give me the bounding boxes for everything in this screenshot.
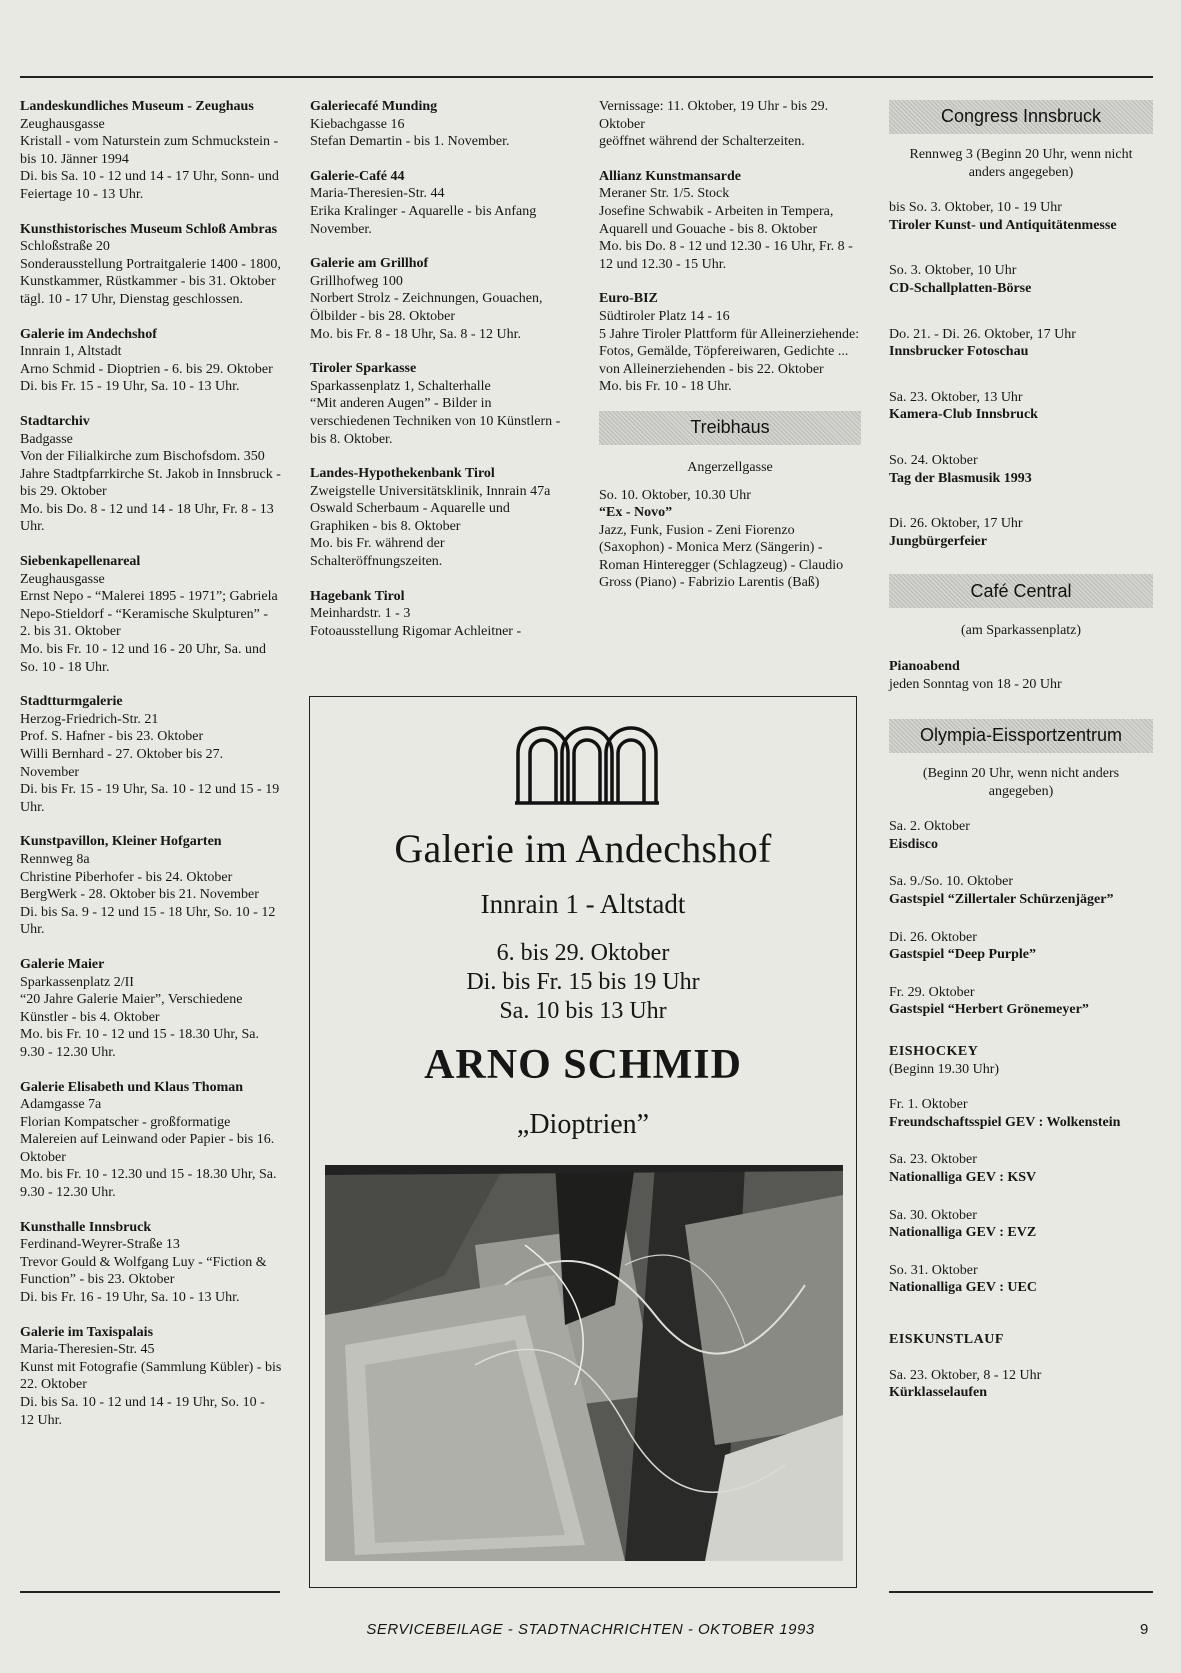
listing-line: Maria-Theresien-Str. 44 xyxy=(310,186,445,202)
listing-title: Hagebank Tirol xyxy=(310,588,405,604)
gallery-hours-weekday: Di. bis Fr. 15 bis 19 Uhr xyxy=(466,969,700,995)
listing-line: Di. bis Fr. 16 - 19 Uhr, Sa. 10 - 13 Uhr. xyxy=(20,1290,240,1306)
listing-entry xyxy=(20,326,282,396)
cafe-header: Café Central xyxy=(889,574,1153,608)
listing-line: Mo. bis Fr. 10 - 12 und 16 - 20 Uhr, Sa. und So. 10 - 18 Uhr. xyxy=(20,642,266,675)
column-2 xyxy=(310,98,572,657)
column-3 xyxy=(599,98,861,592)
gallery-logo-icon xyxy=(510,719,660,809)
listing-line: Von der Filialkirche zum Bischofsdom. 350 Jahre Stadtpfarrkirche St. Jakob in Innsbruck - bis 29. Oktober xyxy=(20,449,281,500)
listing-line: Prof. S. Hafner - bis 23. Oktober xyxy=(20,729,204,745)
event-name: Gastspiel “Deep Purple” xyxy=(889,947,1036,963)
treibhaus-desc: Jazz, Funk, Fusion - Zeni Fiorenzo (Saxophon) - Monica Merz (Sängerin) - Roman Hinteregger (Schlagzeug) - Claudio Gross (Piano) - Fabrizio Larentis (Baß) xyxy=(599,522,844,591)
top-rule xyxy=(20,76,1153,78)
listing-entry xyxy=(310,98,572,151)
gallery-advertisement xyxy=(309,696,857,1588)
listing-entry xyxy=(20,553,282,676)
listing-line: Adamgasse 7a xyxy=(20,1097,102,1113)
listing-entry xyxy=(20,221,282,309)
listing-line: Grillhofweg 100 xyxy=(310,273,403,289)
listing-line: Josefine Schwabik - Arbeiten in Tempera, Aquarell und Gouache - bis 8. Oktober xyxy=(599,203,834,237)
listing-line: Zweigstelle Universitätsklinik, Innrain 47a xyxy=(310,483,551,499)
artwork-photo xyxy=(325,1165,843,1561)
treibhaus-address: Angerzellgasse xyxy=(687,459,773,475)
hockey-note: (Beginn 19.30 Uhr) xyxy=(889,1061,1000,1077)
listing-line: Di. bis Fr. 15 - 19 Uhr, Sa. 10 - 12 und 15 - 19 Uhr. xyxy=(20,782,280,815)
listing-title: Galerie Elisabeth und Klaus Thoman xyxy=(20,1079,244,1095)
gallery-address: Innrain 1 - Altstadt xyxy=(480,889,686,919)
listing-title: Galerie-Café 44 xyxy=(310,168,405,184)
listing-line: Di. bis Sa. 10 - 12 und 14 - 17 Uhr, Sonn- und Feiertage 10 - 13 Uhr. xyxy=(20,169,279,202)
event-date: Fr. 29. Oktober xyxy=(889,984,975,1000)
listing-line: 5 Jahre Tiroler Plattform für Alleinerziehende: Fotos, Gemälde, Töpfereiwaren, Gedichte ... von Alleinerziehenden - bis 22. Oktober xyxy=(599,326,860,377)
event-date: Di. 26. Oktober, 17 Uhr xyxy=(889,516,1023,532)
bottom-rule-right xyxy=(889,1591,1153,1593)
listing-line: Kunst mit Fotografie (Sammlung Kübler) - bis 22. Oktober xyxy=(20,1359,282,1393)
olympia-header: Olympia-Eissportzentrum xyxy=(889,719,1153,753)
event-name: Tiroler Kunst- und Antiquitätenmesse xyxy=(889,217,1117,233)
listing-line: Badgasse xyxy=(20,431,73,447)
listing-line: Innrain 1, Altstadt xyxy=(20,344,122,360)
artist-name: ARNO SCHMID xyxy=(424,1042,742,1088)
event-name: Gastspiel “Zillertaler Schürzenjäger” xyxy=(889,892,1114,908)
listing-title: Kunstpavillon, Kleiner Hofgarten xyxy=(20,834,222,850)
treibhaus-header: Treibhaus xyxy=(599,411,861,445)
listing-line: Di. bis Fr. 15 - 19 Uhr, Sa. 10 - 13 Uhr. xyxy=(20,379,240,395)
listing-line: tägl. 10 - 17 Uhr, Dienstag geschlossen. xyxy=(20,291,244,307)
listing-title: Euro-BIZ xyxy=(599,291,658,307)
listing-title: Siebenkapellenareal xyxy=(20,554,141,570)
event-item xyxy=(889,818,1153,853)
listing-entry xyxy=(310,465,572,571)
listing-title: Galerie am Grillhof xyxy=(310,256,429,272)
listing-title: Landeskundliches Museum - Zeughaus xyxy=(20,99,254,114)
listing-entry xyxy=(310,588,572,641)
listing-title: Allianz Kunstmansarde xyxy=(599,168,741,184)
event-date: So. 31. Oktober xyxy=(889,1262,978,1278)
cafe-note: (am Sparkassenplatz) xyxy=(960,623,1082,639)
event-name: Nationalliga GEV : EVZ xyxy=(889,1225,1037,1241)
listing-entry xyxy=(20,1079,282,1202)
listing-line: Meinhardstr. 1 - 3 xyxy=(310,606,411,622)
listing-line: Oswald Scherbaum - Aquarelle und Graphiken - bis 8. Oktober xyxy=(310,501,510,534)
listing-line: Norbert Strolz - Zeichnungen, Gouachen, Ölbilder - bis 28. Oktober xyxy=(310,291,543,324)
event-date: bis So. 3. Oktober, 10 - 19 Uhr xyxy=(889,200,1062,216)
event-name: Freundschaftsspiel GEV : Wolkenstein xyxy=(889,1114,1121,1130)
listing-line: Ernst Nepo - “Malerei 1895 - 1971”; Gabriela Nepo-Stieldorf - “Keramische Skulpturen” - 2. bis 31. Oktober xyxy=(20,589,278,640)
event-name: CD-Schallplatten-Börse xyxy=(889,280,1032,296)
listing-title: Kunsthalle Innsbruck xyxy=(20,1219,152,1235)
event-item xyxy=(889,452,1153,487)
congress-note: Rennweg 3 (Beginn 20 Uhr, wenn nicht anders angegeben) xyxy=(909,147,1133,180)
event-name: Jungbürgerfeier xyxy=(889,533,987,549)
listing-line: Arno Schmid - Dioptrien - 6. bis 29. Oktober xyxy=(20,361,273,377)
listing-line: BergWerk - 28. Oktober bis 21. November xyxy=(20,887,259,903)
listing-entry xyxy=(310,168,572,238)
treibhaus-title: “Ex - Novo” xyxy=(599,505,673,521)
event-name: Kamera-Club Innsbruck xyxy=(889,407,1038,423)
event-item xyxy=(889,1151,1153,1186)
listing-title: Stadtarchiv xyxy=(20,413,90,429)
gallery-name: Galerie im Andechshof xyxy=(394,826,772,871)
listing-line: Mo. bis Do. 8 - 12 und 12.30 - 16 Uhr, Fr. 8 - 12 und 12.30 - 15 Uhr. xyxy=(599,239,853,272)
event-date: So. 3. Oktober, 10 Uhr xyxy=(889,263,1017,279)
event-date: Sa. 23. Oktober, 8 - 12 Uhr xyxy=(889,1367,1042,1383)
listing-line: Südtiroler Platz 14 - 16 xyxy=(599,308,730,324)
event-item xyxy=(889,199,1153,234)
listing-line: Trevor Gould & Wolfgang Luy - “Fiction & Function” - bis 23. Oktober xyxy=(20,1254,267,1288)
event-name: Nationalliga GEV : UEC xyxy=(889,1280,1037,1296)
listing-line: Kristall - vom Naturstein zum Schmuckstein - bis 10. Jänner 1994 xyxy=(20,134,279,167)
listing-line: geöffnet während der Schalterzeiten. xyxy=(599,134,805,150)
event-name: Kürklasselaufen xyxy=(889,1385,988,1401)
event-date: Di. 26. Oktober xyxy=(889,929,977,945)
event-item xyxy=(889,1262,1153,1297)
listing-title: Galerie im Taxispalais xyxy=(20,1324,154,1340)
listing-line: Fotoausstellung Rigomar Achleitner - xyxy=(310,623,522,639)
listing-line: Stefan Demartin - bis 1. November. xyxy=(310,134,510,150)
column-1 xyxy=(20,98,282,1446)
listing-line: Zeughausgasse xyxy=(20,571,105,587)
listing-entry xyxy=(310,255,572,343)
event-date: Sa. 30. Oktober xyxy=(889,1207,977,1223)
olympia-note: (Beginn 20 Uhr, wenn nicht anders angegeben) xyxy=(922,766,1120,799)
event-item xyxy=(889,1096,1153,1131)
bottom-rule-left xyxy=(20,1591,280,1593)
listing-line: Mo. bis Fr. 10 - 12 und 15 - 18.30 Uhr, Sa. 9.30 - 12.30 Uhr. xyxy=(20,1027,259,1060)
listing-title: Tiroler Sparkasse xyxy=(310,361,417,377)
listing-line: Schloßstraße 20 xyxy=(20,239,110,255)
listing-line: Kiebachgasse 16 xyxy=(310,116,405,132)
gallery-hours-saturday: Sa. 10 bis 13 Uhr xyxy=(499,998,667,1024)
listing-title: Stadtturmgalerie xyxy=(20,694,123,710)
listing-line: “20 Jahre Galerie Maier”, Verschiedene Künstler - bis 4. Oktober xyxy=(20,992,243,1025)
listing-line: Erika Kralinger - Aquarelle - bis Anfang November. xyxy=(310,203,537,237)
listing-line: Mo. bis Do. 8 - 12 und 14 - 18 Uhr, Fr. 8 - 13 Uhr. xyxy=(20,501,274,535)
congress-header: Congress Innsbruck xyxy=(889,100,1153,134)
event-date: Sa. 23. Oktober xyxy=(889,1152,977,1168)
listing-line: Ferdinand-Weyrer-Straße 13 xyxy=(20,1237,180,1253)
listing-entry xyxy=(20,1324,282,1430)
listing-entry xyxy=(20,98,282,204)
column-4 xyxy=(889,100,1153,1412)
listing-line: Meraner Str. 1/5. Stock xyxy=(599,186,730,202)
event-date: So. 24. Oktober xyxy=(889,452,978,468)
hockey-title: EISHOCKEY xyxy=(889,1044,979,1060)
listing-entry xyxy=(599,290,861,396)
event-item xyxy=(889,1207,1153,1242)
listing-line: Sparkassenplatz 2/II xyxy=(20,974,134,990)
event-date: Fr. 1. Oktober xyxy=(889,1097,968,1113)
listing-entry xyxy=(310,360,572,448)
event-item xyxy=(889,515,1153,550)
listing-line: Di. bis Sa. 9 - 12 und 15 - 18 Uhr, So. 10 - 12 Uhr. xyxy=(20,904,276,938)
event-name: Nationalliga GEV : KSV xyxy=(889,1170,1037,1185)
listing-entry xyxy=(20,413,282,536)
event-item xyxy=(889,984,1153,1019)
listing-title: Landes-Hypothekenbank Tirol xyxy=(310,466,495,482)
event-date: Sa. 9./So. 10. Oktober xyxy=(889,874,1014,890)
footer-text: SERVICEBEILAGE - STADTNACHRICHTEN - OKTOBER 1993 xyxy=(366,1621,815,1638)
listing-line: Maria-Theresien-Str. 45 xyxy=(20,1342,155,1358)
listing-entry xyxy=(20,833,282,939)
event-item xyxy=(889,326,1153,361)
listing-line: Di. bis Sa. 10 - 12 und 14 - 19 Uhr, So. 10 - 12 Uhr. xyxy=(20,1395,265,1428)
listing-line: Vernissage: 11. Oktober, 19 Uhr - bis 29. Oktober xyxy=(599,99,829,132)
listing-line: Mo. bis Fr. während der Schalteröffnungszeiten. xyxy=(310,536,445,570)
exhibition-title: „Dioptrien” xyxy=(516,1109,650,1140)
event-date: Do. 21. - Di. 26. Oktober, 17 Uhr xyxy=(889,326,1076,342)
listing-line: Christine Piberhofer - bis 24. Oktober xyxy=(20,869,233,885)
page-number: 9 xyxy=(1140,1621,1149,1638)
skating-title: EISKUNSTLAUF xyxy=(889,1331,1004,1347)
event-name: Tag der Blasmusik 1993 xyxy=(889,470,1032,486)
listing-line: “Mit anderen Augen” - Bilder in verschiedenen Techniken von 10 Künstlern - bis 8. Oktober. xyxy=(310,396,561,447)
listing-line: Mo. bis Fr. 8 - 18 Uhr, Sa. 8 - 12 Uhr. xyxy=(310,326,521,342)
listing-line: Florian Kompatscher - großformatige Malereien auf Leinwand oder Papier - bis 16. Oktober xyxy=(20,1114,275,1165)
cafe-name: Pianoabend xyxy=(889,658,960,674)
listing-entry xyxy=(20,956,282,1062)
event-name: Innsbrucker Fotoschau xyxy=(889,344,1029,360)
event-date: Sa. 23. Oktober, 13 Uhr xyxy=(889,389,1023,405)
event-item xyxy=(889,1367,1153,1402)
listing-line: Willi Bernhard - 27. Oktober bis 27. November xyxy=(20,747,224,780)
cafe-date: jeden Sonntag von 18 - 20 Uhr xyxy=(889,676,1062,692)
event-date: Sa. 2. Oktober xyxy=(889,819,970,835)
listing-entry xyxy=(20,1219,282,1307)
listing-line: Sonderausstellung Portraitgalerie 1400 - 1800, Kunstkammer, Rüstkammer - bis 31. Oktober xyxy=(20,256,281,290)
listing-line: Sparkassenplatz 1, Schalterhalle xyxy=(310,378,491,394)
listing-line: Rennweg 8a xyxy=(20,851,90,867)
gallery-dates xyxy=(310,939,856,1026)
listing-title: Galerie Maier xyxy=(20,956,105,972)
event-item xyxy=(889,929,1153,964)
event-item xyxy=(889,873,1153,908)
listing-line: Zeughausgasse xyxy=(20,116,105,132)
event-name: Gastspiel “Herbert Grönemeyer” xyxy=(889,1002,1089,1018)
listing-title: Galerie im Andechshof xyxy=(20,326,157,342)
treibhaus-date: So. 10. Oktober, 10.30 Uhr xyxy=(599,487,751,503)
listing-entry xyxy=(599,98,861,151)
listing-title: Kunsthistorisches Museum Schloß Ambras xyxy=(20,221,278,237)
event-item xyxy=(889,262,1153,297)
event-name: Eisdisco xyxy=(889,836,939,852)
listing-entry xyxy=(20,693,282,816)
listing-line: Mo. bis Fr. 10 - 12.30 und 15 - 18.30 Uhr, Sa. 9.30 - 12.30 Uhr. xyxy=(20,1167,277,1201)
listing-title: Galeriecafé Munding xyxy=(310,99,438,114)
listing-line: Mo. bis Fr. 10 - 18 Uhr. xyxy=(599,379,732,395)
event-item xyxy=(889,389,1153,424)
gallery-date-range: 6. bis 29. Oktober xyxy=(496,940,670,966)
listing-line: Herzog-Friedrich-Str. 21 xyxy=(20,711,159,727)
listing-entry xyxy=(599,168,861,274)
